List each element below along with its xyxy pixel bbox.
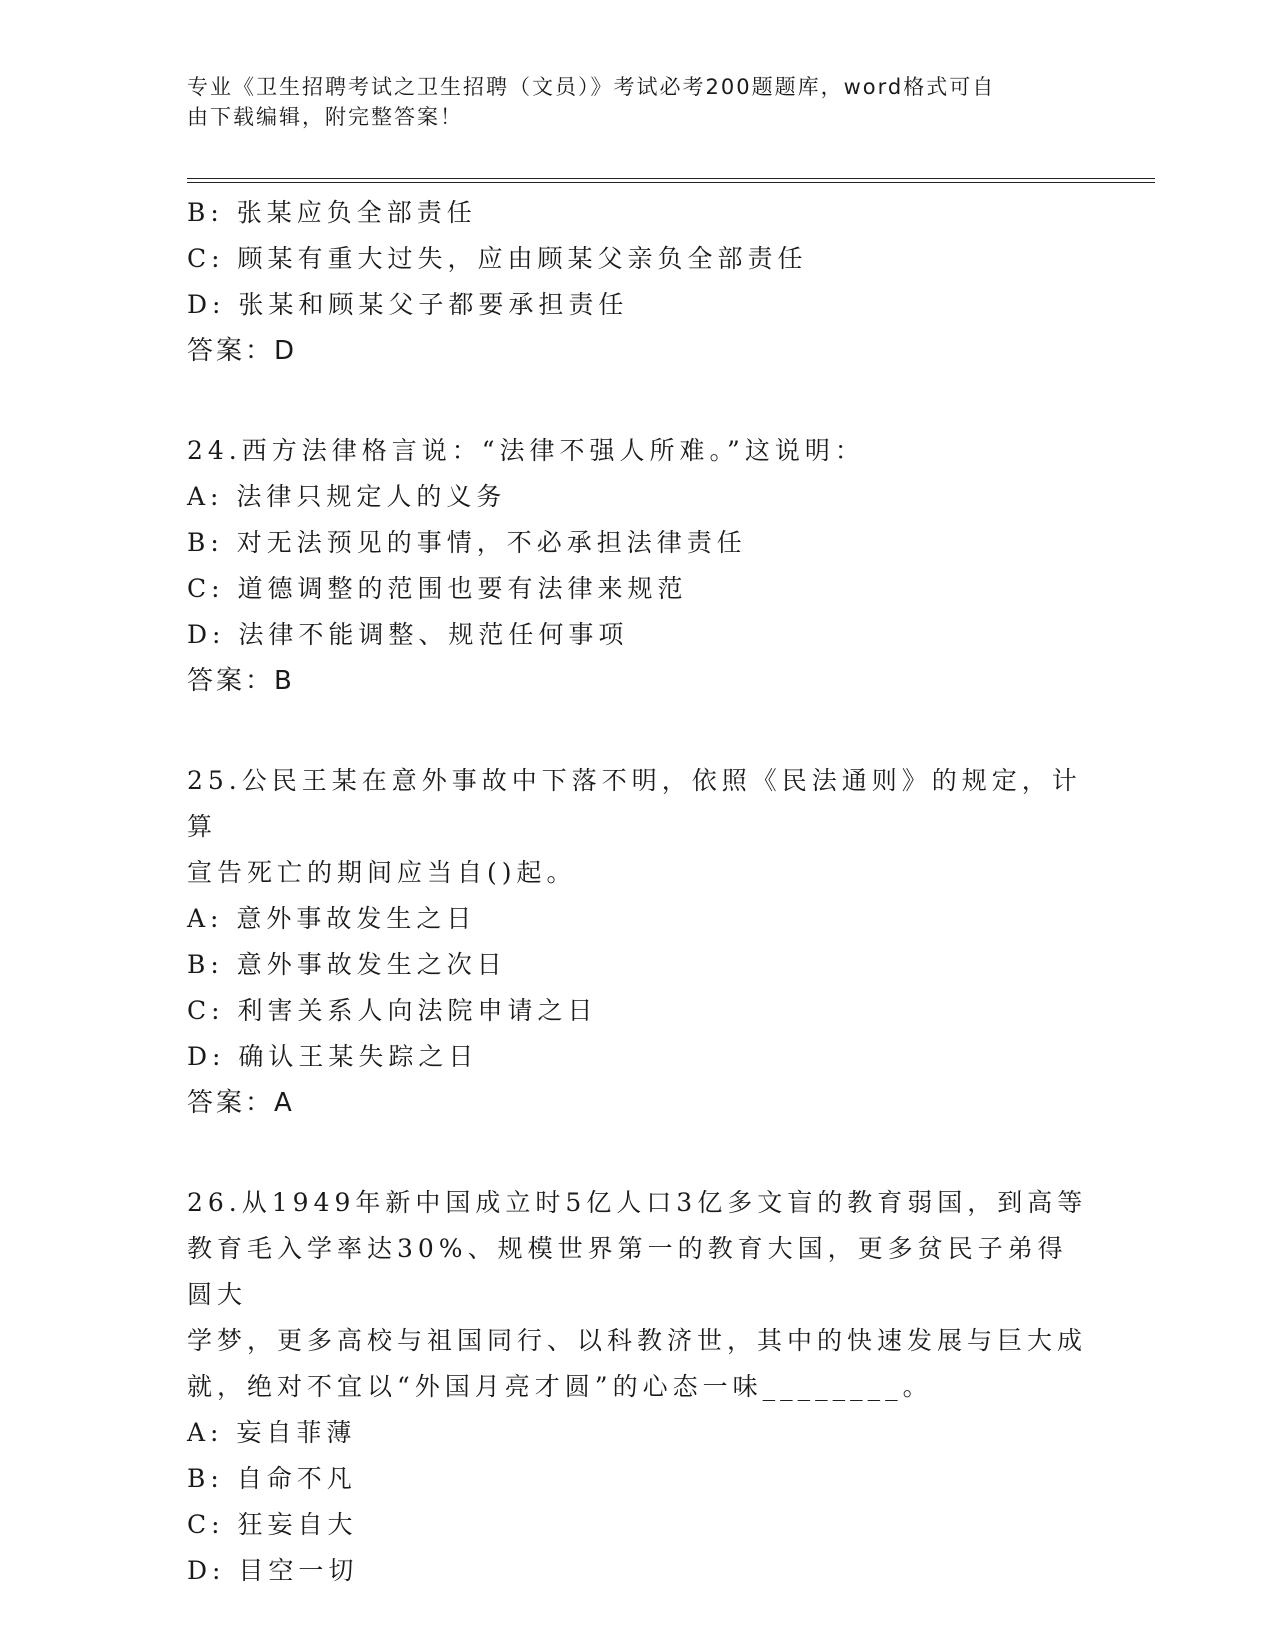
question-block-25 [187,758,1097,1126]
option-c: C: 顾某有重大过失，应由顾某父亲负全部责任 [187,244,808,273]
page-header [187,72,1087,132]
question-stem [187,758,1097,896]
option-c: C: 利害关系人向法院申请之日 [187,996,598,1025]
option-d: D: 张某和顾某父子都要承担责任 [187,290,629,319]
option-b: B: 自命不凡 [187,1464,357,1493]
option-b: B: 对无法预见的事情，不必承担法律责任 [187,528,747,557]
spacer [187,704,1097,758]
spacer [187,374,1097,428]
question-block-26 [187,1180,1097,1594]
header-divider-secondary [187,182,1155,183]
question-content [187,190,1097,1594]
spacer [187,1126,1097,1180]
stem-line: 教育毛入学率达30%、规模世界第一的教育大国，更多贫民子弟得圆大 [187,1234,1068,1309]
header-title-line-2: 由下载编辑，附完整答案！ [187,105,463,129]
option-b: B: 张某应负全部责任 [187,198,477,227]
question-block-24 [187,428,1097,704]
option-b: B: 意外事故发生之次日 [187,950,507,979]
option-a: A: 意外事故发生之日 [187,904,477,933]
header-title-line-1: 专业《卫生招聘考试之卫生招聘（文员）》考试必考200题题库，word格式可自 [187,75,996,99]
option-c: C: 狂妄自大 [187,1510,358,1539]
stem-line: 24.西方法律格言说：“法律不强人所难。”这说明： [187,436,865,465]
question-block-23 [187,190,1097,374]
stem-line: 学梦，更多高校与祖国同行、以科教济世，其中的快速发展与巨大成 [187,1326,1088,1355]
stem-line: 26.从1949年新中国成立时5亿人口3亿多文盲的教育弱国，到高等 [187,1188,1088,1217]
answer-label: 答案：B [187,666,295,696]
answer-label: 答案：D [187,336,298,366]
option-d: D: 法律不能调整、规范任何事项 [187,620,629,649]
stem-line: 25.公民王某在意外事故中下落不明，依照《民法通则》的规定，计算 [187,766,1082,841]
option-a: A: 妄自菲薄 [187,1418,357,1447]
stem-line: 就，绝对不宜以“外国月亮才圆”的心态一味________。 [187,1372,933,1401]
option-a: A: 法律只规定人的义务 [187,482,507,511]
question-stem [187,428,1097,474]
stem-line: 宣告死亡的期间应当自()起。 [187,858,577,887]
option-d: D: 确认王某失踪之日 [187,1042,479,1071]
option-d: D: 目空一切 [187,1556,359,1585]
option-c: C: 道德调整的范围也要有法律来规范 [187,574,688,603]
answer-label: 答案：A [187,1088,295,1118]
question-stem [187,1180,1097,1410]
header-divider [187,178,1155,179]
